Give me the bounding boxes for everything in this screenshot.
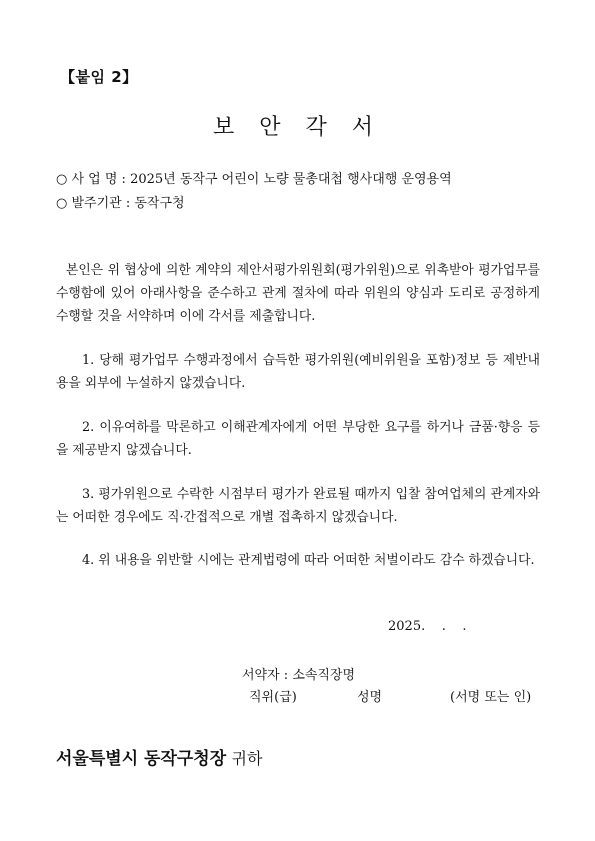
signer-line: 서약자 : 소속직장명 xyxy=(242,668,356,683)
client-label: ○ 발주기관 : xyxy=(56,196,131,211)
pledge-item-1: 1. 당해 평가업무 수행과정에서 습득한 평가위원(예비위원을 포함)정보 등 제반내용을 외부에 누설하지 않겠습니다. xyxy=(56,353,540,391)
recipient-suffix: 귀하 xyxy=(231,749,263,768)
client-value: 동작구청 xyxy=(134,196,185,211)
project-line xyxy=(56,168,452,187)
recipient-org: 서울특별시 동작구청장 xyxy=(56,749,227,769)
pledge-item-3: 3. 평가위원으로 수락한 시점부터 평가가 완료될 때까지 입찰 참여업체의 관계자와는 어떠한 경우에도 직·간접적으로 개별 접촉하지 않겠습니다. xyxy=(56,487,540,525)
pledge-item-4: 4. 위 내용을 위반할 시에는 관계법령에 따라 어떠한 처벌이라도 감수 하겠습니다. xyxy=(82,553,535,568)
attachment-label: 【붙임 2】 xyxy=(60,68,138,86)
pledge-item-2: 2. 이유여하를 막론하고 이해관계자에게 어떤 부당한 요구를 하거나 금품·향응 등을 제공받지 않겠습니다. xyxy=(56,420,540,458)
date-line: 2025. . . xyxy=(388,619,467,634)
position-label: 직위(급) xyxy=(249,690,297,705)
project-label: ○ 사 업 명 : xyxy=(56,172,126,187)
client-line xyxy=(56,192,185,211)
intro-paragraph: 본인은 위 협상에 의한 계약의 제안서평가위원회(평가위원)으로 위촉받아 평가업무를 수행함에 있어 아래사항을 준수하고 관계 절차에 따라 위원의 양심과 도리로 공정하게 수행할 것을 서약하며 이에 각서를 제출합니다. xyxy=(56,263,540,324)
document-title: 보 안 각 서 xyxy=(213,115,382,140)
name-label: 성명 xyxy=(357,690,383,705)
recipient-line xyxy=(56,744,262,769)
project-value: 2025년 동작구 어린이 노량 물총대첩 행사대행 운영용역 xyxy=(130,172,452,187)
signature-label: (서명 또는 인) xyxy=(450,690,532,705)
